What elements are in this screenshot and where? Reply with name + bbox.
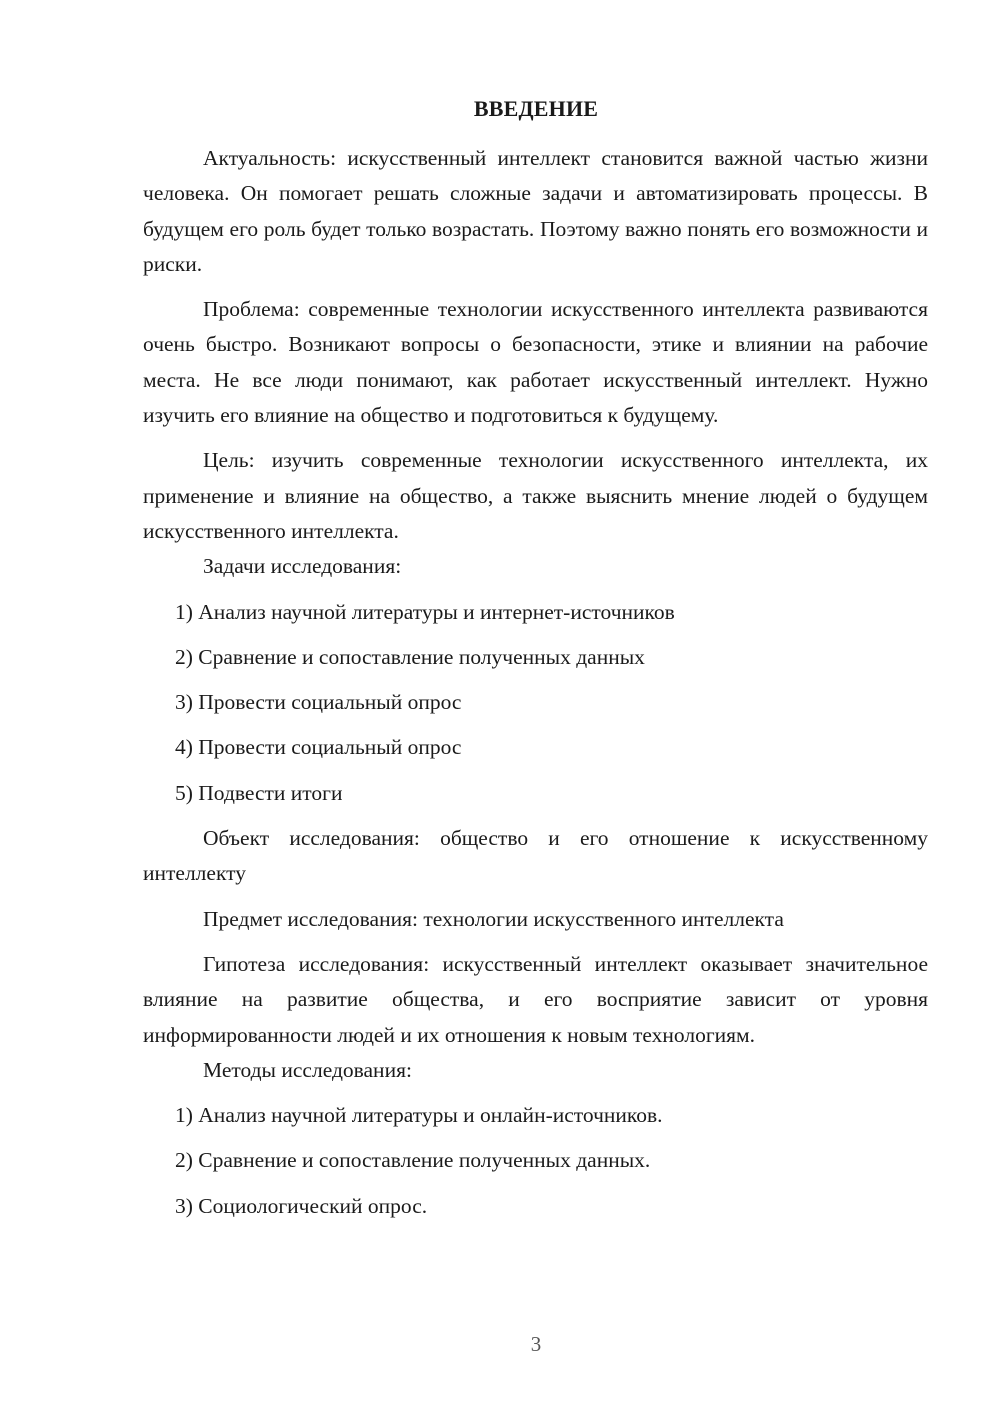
object-paragraph: Объект исследования: общество и его отношение к искусственному интеллекту — [143, 826, 928, 886]
relevance-paragraph: Актуальность: искусственный интеллект становится важной частью жизни человека. Он помогает решать сложные задачи и автоматизировать процессы. В будущем его роль будет только возрастать. Поэтому важно понять его возможности и риски. — [143, 146, 928, 276]
task-item: 2) Сравнение и сопоставление полученных данных — [175, 644, 645, 669]
methods-title: Методы исследования: — [203, 1057, 412, 1082]
tasks-list — [143, 595, 928, 811]
method-item: 3) Социологический опрос. — [175, 1193, 428, 1218]
task-item: 3) Провести социальный опрос — [175, 690, 462, 715]
methods-list — [143, 1098, 928, 1224]
method-item: 1) Анализ научной литературы и онлайн-источников. — [175, 1103, 663, 1128]
page-number: 3 — [530, 1332, 542, 1356]
goal-paragraph: Цель: изучить современные технологии искусственного интеллекта, их применение и влияние на общество, а также выяснить мнение людей о будущем искусственного интеллекта. — [143, 448, 928, 543]
hypothesis-paragraph: Гипотеза исследования: искусственный интеллект оказывает значительное влияние на развитие общества, и его восприятие зависит от уровня информированности людей и их отношения к новым технологиям. — [143, 951, 928, 1047]
subject-paragraph: Предмет исследования: технологии искусственного интеллекта — [203, 906, 784, 931]
page-content — [143, 141, 928, 1224]
page-title: ВВЕДЕНИЕ — [473, 96, 599, 121]
method-item: 2) Сравнение и сопоставление полученных данных. — [175, 1148, 651, 1173]
task-item: 4) Провести социальный опрос — [175, 735, 462, 760]
tasks-title: Задачи исследования: — [203, 554, 402, 579]
task-item: 5) Подвести итоги — [175, 780, 343, 805]
problem-paragraph: Проблема: современные технологии искусственного интеллекта развиваются очень быстро. Возникают вопросы о безопасности, этике и влиянии на рабочие места. Не все люди понимают, как работает искусственный интеллект. Нужно изучить его влияние на общество и подготовиться к будущему. — [143, 297, 928, 428]
task-item: 1) Анализ научной литературы и интернет-источников — [175, 599, 675, 624]
